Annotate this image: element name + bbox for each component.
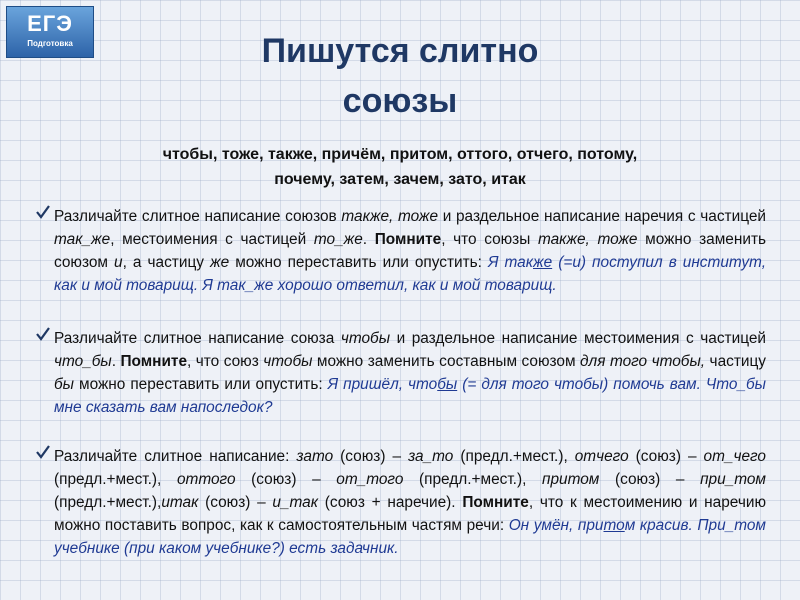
example-text: Я также (=и) поступил в институт, как и мой товарищ. Я так_же хорошо ответил, как и мой товарищ.	[54, 254, 766, 294]
logo-mark: ЕГЭ	[27, 11, 73, 36]
check-mark-icon	[36, 327, 50, 341]
check-mark-icon	[36, 205, 50, 219]
rule-paragraph-1: Различайте слитное написание союзов также, тоже и раздельное написание наречия с частицей так_же, местоимения с частицей то_же. Помните, что союзы также, тоже можно заменить союзом и, а частицу же можно переставить или опустить: Я также (=и) поступил в институт, как и мой товарищ. Я так_же хорошо ответил, как и мой товарищ.	[54, 205, 766, 297]
example-text: Он умён, притом красив. При_том учебнике (при каком учебнике?) есть задачник.	[54, 517, 766, 557]
check-mark-icon	[36, 445, 50, 459]
slide-title-line-1: Пишутся слитно	[261, 32, 539, 70]
rule-paragraph-2: Различайте слитное написание союза чтобы и раздельное написание местоимения с частицей что_бы. Помните, что союз чтобы можно заменить составным союзом для того чтобы, частицу бы можно переставить или опустить: Я пришёл, чтобы (= для того чтобы) помочь вам. Что_бы мне сказать вам напоследок?	[54, 327, 766, 419]
example-text: Я пришёл, чтобы (= для того чтобы) помочь вам. Что_бы мне сказать вам напоследок?	[54, 376, 766, 416]
conjunction-list-line-1: чтобы, тоже, также, причём, притом, оттого, отчего, потому,	[162, 146, 638, 163]
slide-title-line-2: союзы	[342, 82, 458, 120]
rule-paragraph-3: Различайте слитное написание: зато (союз) – за_то (предл.+мест.), отчего (союз) – от_чего (предл.+мест.), оттого (союз) – от_того (предл.+мест.), притом (союз) – при_том (предл.+мест.),итак (союз) – и_так (союз + наречие). Помните, что к местоимению и наречию можно поставить вопрос, как к самостоятельным частям речи: Он умён, притом красив. При_том учебнике (при каком учебнике?) есть задачник.	[54, 445, 766, 560]
logo-subtitle: Подготовка	[27, 39, 73, 48]
conjunction-list-line-2: почему, затем, зачем, зато, итак	[274, 171, 526, 188]
